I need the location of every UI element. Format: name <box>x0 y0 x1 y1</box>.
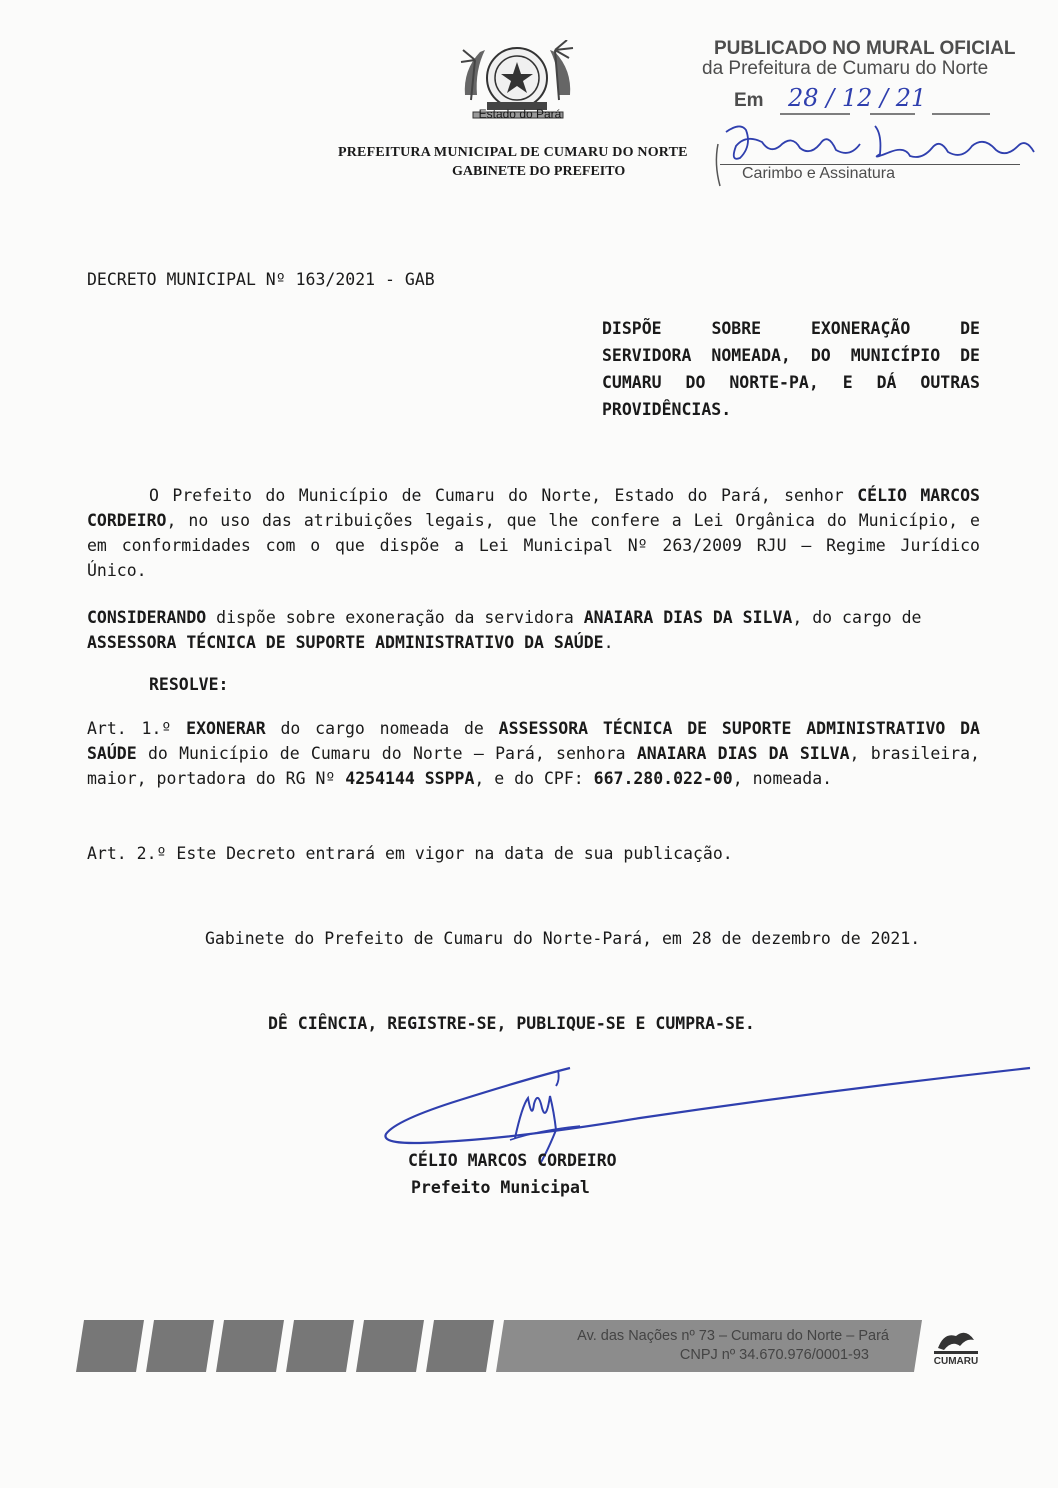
stamp-em-label: Em <box>734 90 764 111</box>
stamp-line-2: da Prefeitura de Cumaru do Norte <box>702 58 989 79</box>
decree-ementa <box>602 315 980 423</box>
decree-title: DECRETO MUNICIPAL Nº 163/2021 - GAB <box>87 270 435 289</box>
cumaru-logo-text: CUMARU <box>933 1356 979 1367</box>
servant-name: ANAIARA DIAS DA SILVA <box>583 608 793 627</box>
ementa-line-1 <box>602 315 980 342</box>
closing-formula: DÊ CIÊNCIA, REGISTRE-SE, PUBLIQUE-SE E CUMPRA-SE. <box>268 1014 755 1033</box>
article-1-label: Art. 1.º <box>87 719 187 738</box>
article-1-action: EXONERAR <box>186 719 266 738</box>
intro-text: , no uso das atribuições legais, que lhe confere a Lei Orgânica do Município, e em conformidades com o que dispõe a Lei Municipal Nº 263/2009 RJU – Regime Jurídico Único. <box>87 511 980 580</box>
rg-number: 4254144 SSPPA <box>345 769 475 788</box>
footer-bar <box>62 1320 922 1372</box>
article-1-text: do cargo nomeada de <box>265 719 499 738</box>
article-2-text: Este Decreto entrará em vigor na data de sua publicação. <box>176 844 733 863</box>
position-name: ASSESSORA TÉCNICA DE SUPORTE ADMINISTRATIVO DA SAÚDE <box>87 719 980 763</box>
article-1-text: , nomeada. <box>732 769 833 788</box>
considerando-text: dispõe sobre exoneração da servidora <box>206 608 584 627</box>
ementa-rest: SERVIDORA NOMEADA, DO MUNICÍPIO DE CUMARU DO NORTE-PA, E DÁ OUTRAS PROVIDÊNCIAS. <box>602 346 980 419</box>
stamp-caption: Carimbo e Assinatura <box>742 165 895 182</box>
considerando-label: CONSIDERANDO <box>87 608 207 627</box>
mayor-name: CÉLIO MARCOS CORDEIRO <box>87 486 980 530</box>
considerando-text: , do cargo de <box>792 608 922 627</box>
crest-label: Estado do Pará <box>478 107 562 121</box>
organization-name: PREFEITURA MUNICIPAL DE CUMARU DO NORTE <box>338 145 688 160</box>
intro-paragraph <box>87 483 980 583</box>
article-2 <box>87 841 980 866</box>
cpf-number: 667.280.022-00 <box>593 769 733 788</box>
ementa-word: DE <box>960 319 980 338</box>
servant-name: ANAIARA DIAS DA SILVA <box>636 744 850 763</box>
stamp-handwritten-date: 28 / 12 / 21 <box>788 84 927 112</box>
resolve-heading: RESOLVE: <box>149 675 229 694</box>
ementa-word: SOBRE <box>711 319 762 338</box>
intro-text: O Prefeito do Município de Cumaru do Norte, Estado do Pará, senhor <box>149 486 858 505</box>
footer-address: Av. das Nações nº 73 – Cumaru do Norte – Pará <box>577 1328 889 1344</box>
article-1-text: , e do CPF: <box>474 769 594 788</box>
considerando-paragraph <box>87 605 980 655</box>
place-and-date: Gabinete do Prefeito de Cumaru do Norte-Pará, em 28 de dezembro de 2021. <box>205 929 921 948</box>
stamp-line-1: PUBLICADO NO MURAL OFICIAL <box>714 38 1016 59</box>
publication-stamp <box>700 34 1040 194</box>
article-1 <box>87 716 980 791</box>
ementa-word: EXONERAÇÃO <box>810 319 911 338</box>
office-name: GABINETE DO PREFEITO <box>452 164 626 179</box>
article-1-text: do Município de Cumaru do Norte – Pará, senhora <box>136 744 637 763</box>
footer-cnpj: CNPJ nº 34.670.976/0001-93 <box>679 1347 869 1363</box>
position-name: ASSESSORA TÉCNICA DE SUPORTE ADMINISTRATIVO DA SAÚDE <box>87 633 604 652</box>
considerando-text: . <box>603 633 614 652</box>
ementa-word: DISPÕE <box>602 319 662 338</box>
article-1-text: , brasileira, maior, portadora do RG Nº <box>87 744 980 788</box>
signer-name: CÉLIO MARCOS CORDEIRO <box>408 1151 617 1170</box>
article-2-label: Art. 2.º <box>87 844 177 863</box>
signer-title: Prefeito Municipal <box>411 1178 590 1197</box>
